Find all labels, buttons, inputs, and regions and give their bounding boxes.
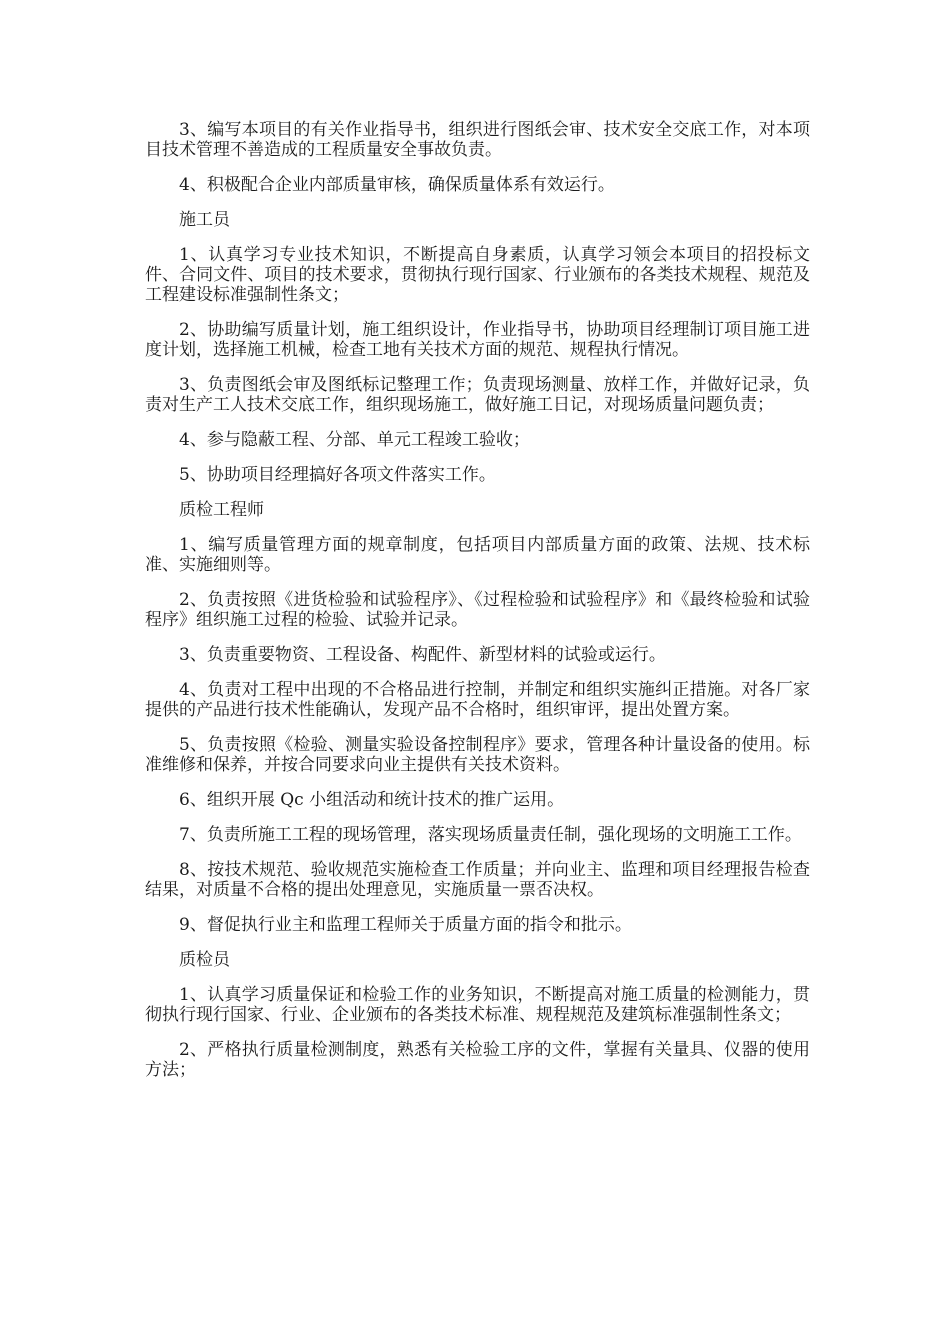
paragraph: 9、督促执行业主和监理工程师关于质量方面的指令和批示。 [179, 915, 632, 935]
paragraph: 2、协助编写质量计划，施工组织设计，作业指导书，协助项目经理制订项目施工进度计划，选择施工机械，检查工地有关技术方面的规范、规程执行情况。 [145, 320, 810, 360]
paragraph: 7、负责所施工工程的现场管理，落实现场质量责任制，强化现场的文明施工工作。 [179, 825, 802, 845]
paragraph: 4、负责对工程中出现的不合格品进行控制，并制定和组织实施纠正措施。对各厂家提供的产品进行技术性能确认，发现产品不合格时，组织审评，提出处置方案。 [145, 680, 810, 720]
paragraph: 4、积极配合企业内部质量审核，确保质量体系有效运行。 [179, 175, 615, 195]
section-heading-quality-inspector: 质检员 [179, 950, 230, 970]
paragraph: 1、认真学习质量保证和检验工作的业务知识，不断提高对施工质量的检测能力，贯彻执行现行国家、行业、企业颁布的各类技术标准、规程规范及建筑标准强制性条文； [145, 985, 810, 1025]
section-heading-quality-engineer: 质检工程师 [179, 500, 264, 520]
paragraph: 3、负责图纸会审及图纸标记整理工作；负责现场测量、放样工作，并做好记录，负责对生产工人技术交底工作，组织现场施工，做好施工日记，对现场质量问题负责； [145, 375, 810, 415]
paragraph: 4、参与隐蔽工程、分部、单元工程竣工验收； [179, 430, 530, 450]
section-heading-construction-worker: 施工员 [179, 210, 230, 230]
paragraph: 2、负责按照《进货检验和试验程序》、《过程检验和试验程序》和《最终检验和试验程序》组织施工过程的检验、试验并记录。 [145, 590, 810, 630]
paragraph: 5、协助项目经理搞好各项文件落实工作。 [179, 465, 496, 485]
paragraph: 3、负责重要物资、工程设备、构配件、新型材料的试验或运行。 [179, 645, 666, 665]
paragraph: 6、组织开展 Qc 小组活动和统计技术的推广运用。 [179, 790, 565, 810]
paragraph: 5、负责按照《检验、测量实验设备控制程序》要求，管理各种计量设备的使用。标准维修和保养，并按合同要求向业主提供有关技术资料。 [145, 735, 810, 775]
paragraph: 1、认真学习专业技术知识，不断提高自身素质，认真学习领会本项目的招投标文件、合同文件、项目的技术要求，贯彻执行现行国家、行业颁布的各类技术规程、规范及工程建设标准强制性条文； [145, 245, 810, 305]
paragraph: 2、严格执行质量检测制度，熟悉有关检验工序的文件，掌握有关量具、仪器的使用方法； [145, 1040, 810, 1080]
paragraph: 1、编写质量管理方面的规章制度，包括项目内部质量方面的政策、法规、技术标准、实施细则等。 [145, 535, 810, 575]
paragraph: 3、编写本项目的有关作业指导书，组织进行图纸会审、技术安全交底工作，对本项目技术管理不善造成的工程质量安全事故负责。 [145, 120, 810, 160]
document-body [145, 120, 810, 1095]
paragraph: 8、按技术规范、验收规范实施检查工作质量；并向业主、监理和项目经理报告检查结果，对质量不合格的提出处理意见，实施质量一票否决权。 [145, 860, 810, 900]
